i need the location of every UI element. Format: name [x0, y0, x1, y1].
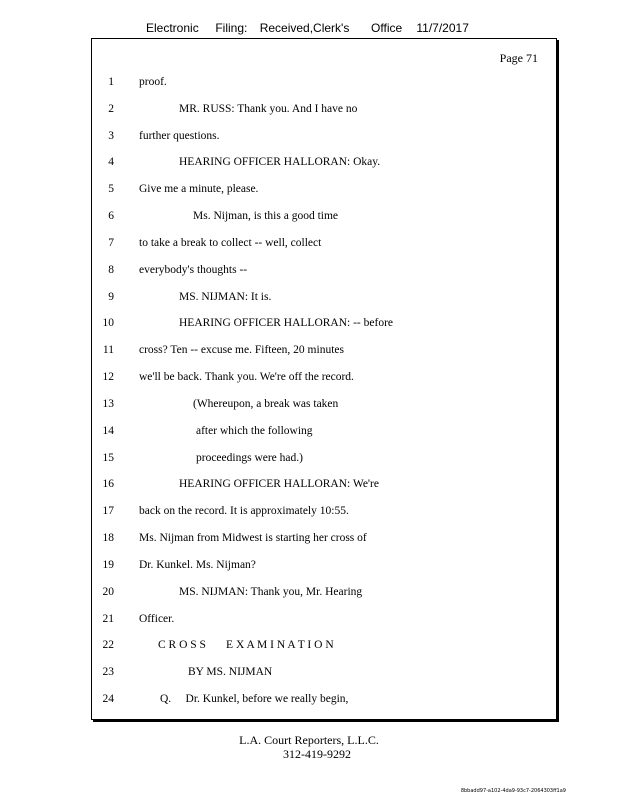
line-number: 14 — [102, 425, 114, 437]
line-number: 4 — [108, 156, 114, 168]
line-number: 7 — [108, 237, 114, 249]
line-number: 5 — [108, 183, 114, 195]
header-date: 11/7/2017 — [416, 21, 469, 35]
line-text: further questions. — [139, 130, 220, 142]
line-number: 22 — [102, 639, 114, 651]
line-text: HEARING OFFICER HALLORAN: -- before — [179, 317, 394, 329]
line-text: to take a break to collect -- well, collect — [139, 237, 322, 249]
line-number: 3 — [108, 130, 114, 142]
line-text: Ms. Nijman from Midwest is starting her cross of — [139, 532, 367, 544]
line-number: 21 — [102, 613, 114, 625]
line-number: 20 — [102, 586, 114, 598]
line-number: 16 — [102, 478, 114, 490]
line-text: C R O S S E X A M I N A T I O N — [158, 639, 334, 651]
header-received-clerks: Received,Clerk's — [259, 21, 350, 35]
line-number: 18 — [102, 532, 114, 544]
line-number: 11 — [102, 344, 114, 356]
line-text: MR. RUSS: Thank you. And I have no — [179, 103, 358, 115]
document-code: 8bbadd97-a102-4da9-93c7-2064303ff1a9 — [460, 788, 566, 794]
line-number: 1 — [108, 76, 114, 88]
transcript-page — [91, 38, 557, 720]
line-number: 10 — [102, 317, 114, 329]
line-number: 12 — [102, 371, 114, 383]
line-text: Q. Dr. Kunkel, before we really begin, — [160, 693, 349, 705]
line-number: 8 — [108, 264, 114, 276]
line-text: Dr. Kunkel. Ms. Nijman? — [139, 559, 256, 571]
header-office: Office — [371, 21, 403, 35]
line-text: HEARING OFFICER HALLORAN: We're — [179, 478, 379, 490]
line-text: MS. NIJMAN: Thank you, Mr. Hearing — [179, 586, 363, 598]
line-number: 9 — [108, 291, 114, 303]
header-electronic: Electronic — [146, 21, 199, 35]
line-text: Officer. — [139, 613, 175, 625]
line-number: 24 — [102, 693, 114, 705]
reporter-company: L.A. Court Reporters, L.L.C. — [239, 733, 379, 747]
line-number: 13 — [102, 398, 114, 410]
line-text: back on the record. It is approximately 10:55. — [139, 505, 349, 517]
line-text: after which the following — [196, 425, 313, 437]
line-text: cross? Ten -- excuse me. Fifteen, 20 minutes — [139, 344, 344, 356]
line-text: everybody's thoughts -- — [139, 264, 248, 276]
line-text: MS. NIJMAN: It is. — [179, 291, 272, 303]
line-text: (Whereupon, a break was taken — [193, 398, 339, 410]
line-text: Give me a minute, please. — [139, 183, 259, 195]
line-text: Ms. Nijman, is this a good time — [193, 210, 339, 222]
line-number: 17 — [102, 505, 114, 517]
header-filing: Filing: — [215, 21, 248, 35]
line-number: 19 — [102, 559, 114, 571]
line-number: 15 — [102, 452, 114, 464]
line-number: 23 — [102, 666, 114, 678]
line-number: 6 — [108, 210, 114, 222]
reporter-phone: 312-419-9292 — [283, 747, 351, 761]
line-text: BY MS. NIJMAN — [188, 666, 273, 678]
line-text: proof. — [139, 76, 167, 88]
line-text: we'll be back. Thank you. We're off the record. — [139, 371, 354, 383]
line-number: 2 — [108, 103, 114, 115]
line-text: proceedings were had.) — [196, 452, 303, 464]
line-text: HEARING OFFICER HALLORAN: Okay. — [179, 156, 381, 168]
filing-stamp-header — [146, 21, 469, 35]
page-number: Page 71 — [499, 51, 538, 65]
